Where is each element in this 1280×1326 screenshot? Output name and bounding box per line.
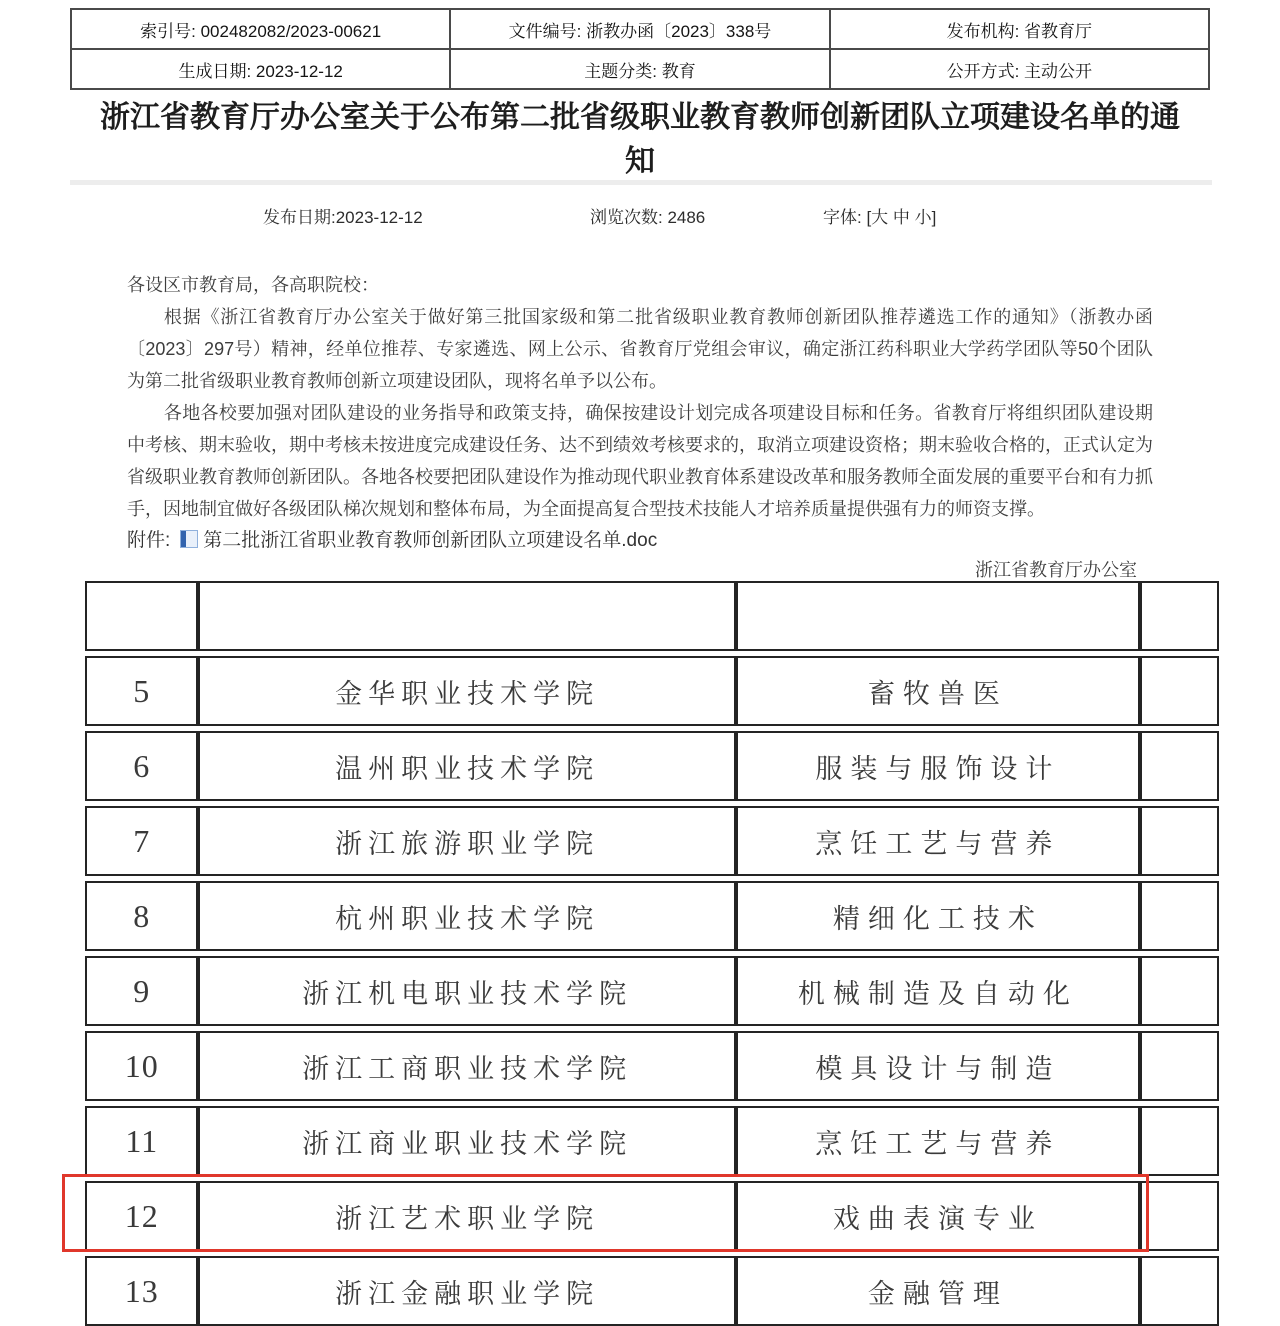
document-body [127,269,1153,525]
meta-cell-index-no: 索引号: 002482082/2023-00621 [71,9,450,49]
table-row [85,1106,1219,1176]
cell-num [85,581,198,651]
publish-date: 发布日期:2023-12-12 [263,208,423,227]
cell-team: 机械制造及自动化 [736,956,1140,1026]
attachment-label: 附件: [127,530,171,551]
cell-extra [1140,1106,1219,1176]
cell-extra [1140,1256,1219,1326]
cell-num: 12 [85,1181,198,1251]
cell-school: 杭州职业技术学院 [198,881,735,951]
cell-num: 11 [85,1106,198,1176]
cell-num: 10 [85,1031,198,1101]
cell-num: 7 [85,806,198,876]
cell-team [736,581,1140,651]
cell-extra [1140,656,1219,726]
attachment-link[interactable]: 第二批浙江省职业教育教师创新团队立项建设名单.doc [203,530,658,551]
cell-school: 浙江金融职业学院 [198,1256,735,1326]
salutation: 各设区市教育局，各高职院校： [127,275,379,295]
cell-team: 模具设计与制造 [736,1031,1140,1101]
cell-team: 金融管理 [736,1256,1140,1326]
meta-row [71,49,1209,89]
cell-team: 烹饪工艺与营养 [736,1106,1140,1176]
paragraph-announce: 根据《浙江省教育厅办公室关于做好第三批国家级和第二批省级职业教育教师创新团队推荐遴选工作的通知》（浙教办函〔2023〕297号）精神，经单位推荐、专家遴选、网上公示、省教育厅党组会审议，确定浙江药科职业大学药学团队等50个团队为第二批省级职业教育教师创新立项建设团队，现将名单予以公布。 [127,307,1153,391]
cell-extra [1140,806,1219,876]
cell-school: 浙江旅游职业学院 [198,806,735,876]
table-row [85,956,1219,1026]
cell-team: 戏曲表演专业 [736,1181,1140,1251]
meta-table [70,8,1210,90]
cell-num: 5 [85,656,198,726]
table-row [85,1256,1219,1326]
cell-num: 9 [85,956,198,1026]
info-bar [0,203,1280,227]
team-list-table [85,636,1219,1309]
cell-extra [1140,881,1219,951]
cell-school [198,581,735,651]
cell-num: 13 [85,1256,198,1326]
cell-school: 浙江工商职业技术学院 [198,1031,735,1101]
cell-num: 6 [85,731,198,801]
meta-row [71,9,1209,49]
table-row [85,881,1219,951]
cell-extra [1140,731,1219,801]
cell-school: 浙江商业职业技术学院 [198,1106,735,1176]
title-divider [70,180,1212,185]
table-row [85,806,1219,876]
word-doc-icon [180,530,198,548]
paragraph-requirements: 各地各校要加强对团队建设的业务指导和政策支持，确保按建设计划完成各项建设目标和任务。省教育厅将组织团队建设期中考核、期末验收，期中考核未按进度完成建设任务、达不到绩效考核要求的，取消立项建设资格；期末验收合格的，正式认定为省级职业教育教师创新团队。各地各校要把团队建设作为推动现代职业教育体系建设改革和服务教师全面发展的重要平台和有力抓手，因地制宜做好各级团队梯次规划和整体布局，为全面提高复合型技术技能人才培养质量提供强有力的师资支撑。 [127,403,1153,519]
cell-school: 温州职业技术学院 [198,731,735,801]
cell-extra [1140,1181,1219,1251]
attachment-row [127,525,657,552]
cell-school: 浙江艺术职业学院 [198,1181,735,1251]
page-title: 浙江省教育厅办公室关于公布第二批省级职业教育教师创新团队立项建设名单的通知 [100,101,1180,178]
table-row [85,1031,1219,1101]
cell-team: 精细化工技术 [736,881,1140,951]
meta-cell-category: 主题分类: 教育 [450,49,829,89]
cell-school: 金华职业技术学院 [198,656,735,726]
cell-extra [1140,956,1219,1026]
table-row [85,731,1219,801]
view-count: 浏览次数: 2486 [590,208,706,227]
table-row [85,581,1219,651]
cell-extra [1140,1031,1219,1101]
cell-team: 畜牧兽医 [736,656,1140,726]
meta-cell-publicity: 公开方式: 主动公开 [830,49,1209,89]
meta-cell-doc-no: 文件编号: 浙教办函〔2023〕338号 [450,9,829,49]
cell-school: 浙江机电职业技术学院 [198,956,735,1026]
cell-num: 8 [85,881,198,951]
cell-extra [1140,581,1219,651]
meta-cell-date: 生成日期: 2023-12-12 [71,49,450,89]
cell-team: 服装与服饰设计 [736,731,1140,801]
cell-team: 烹饪工艺与营养 [736,806,1140,876]
font-size-control[interactable]: 字体: [大 中 小] [823,208,937,227]
table-row [85,656,1219,726]
table-row-highlighted [85,1181,1219,1251]
signature-org: 浙江省教育厅办公室 [975,560,1137,580]
meta-cell-issuer: 发布机构: 省教育厅 [830,9,1209,49]
